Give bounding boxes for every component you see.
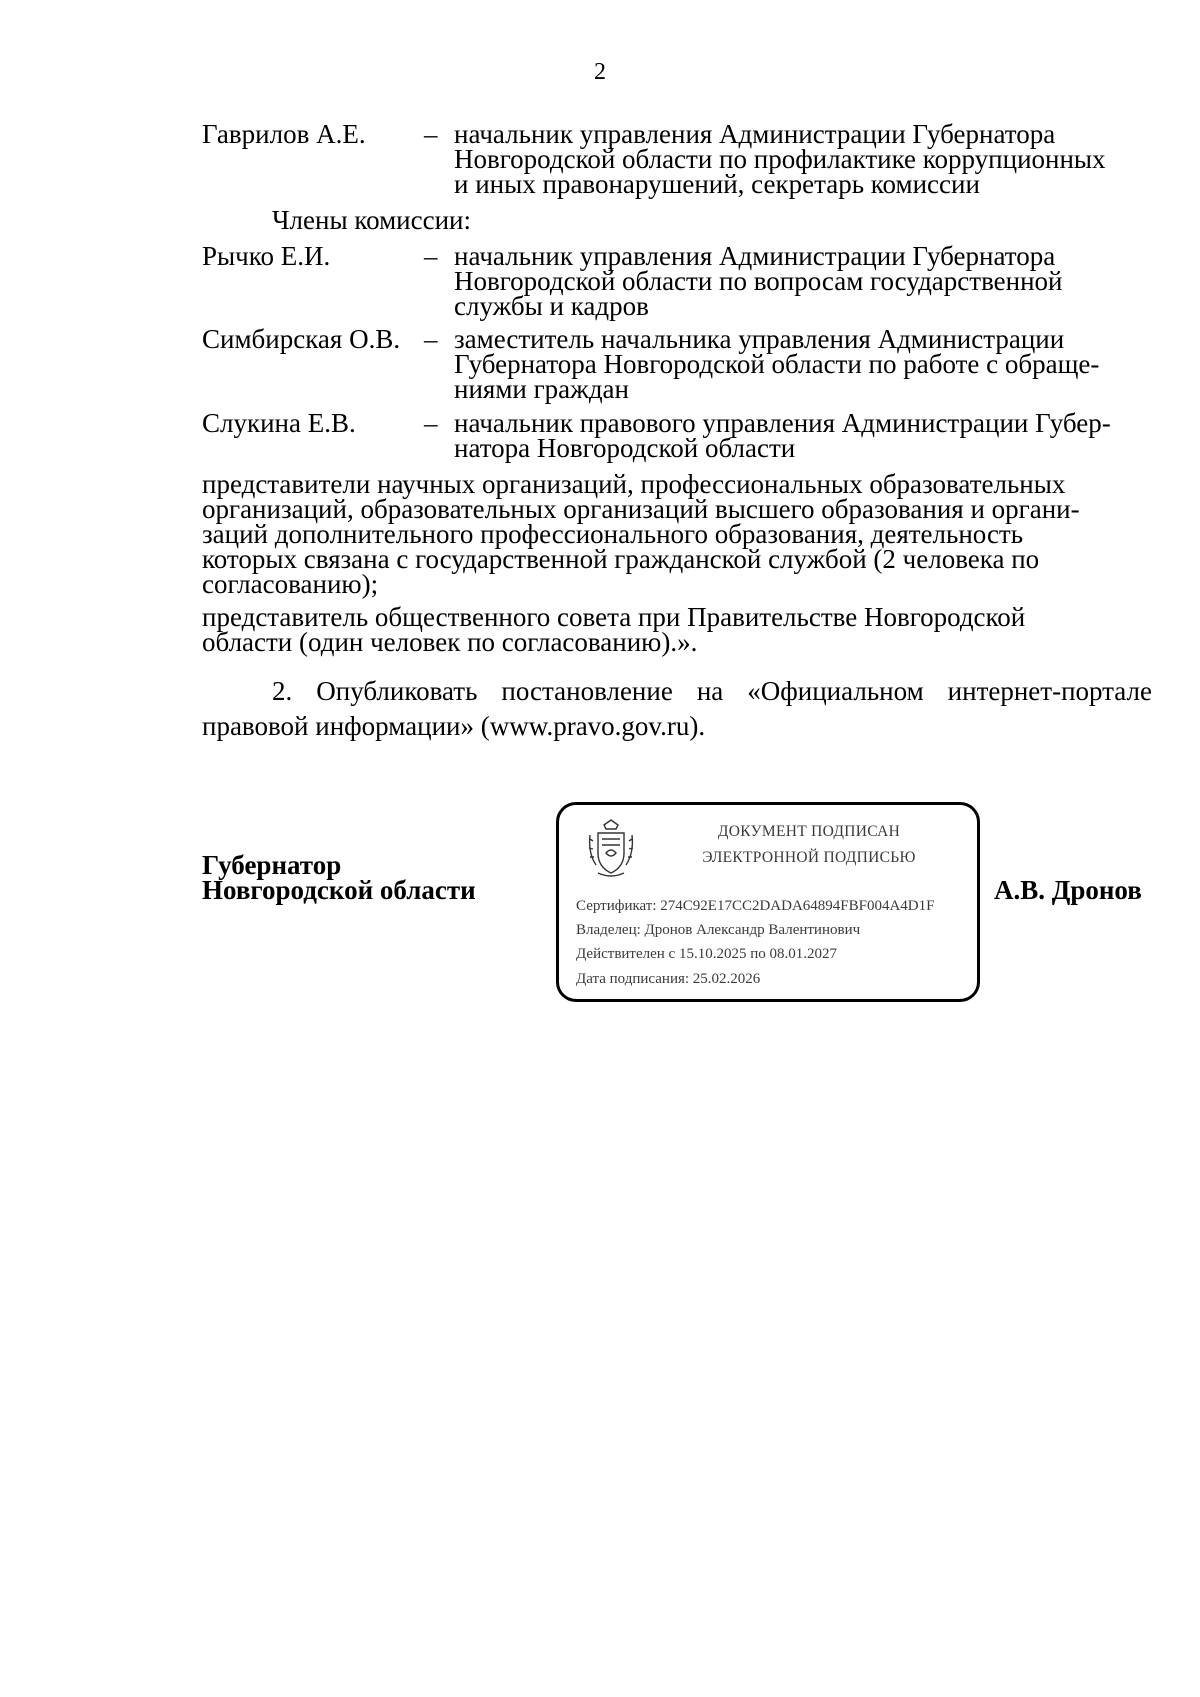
member-name: Гаврилов А.Е. <box>202 119 366 149</box>
member-dash: – <box>424 241 438 271</box>
member-name: Рычко Е.И. <box>202 241 331 271</box>
stamp-signing-date: Дата подписания: 25.02.2026 <box>576 971 761 987</box>
signer-title-line: Новгородской области <box>202 875 476 905</box>
paragraph-line: организаций, образовательных организаций высшего образования и органи- <box>202 494 1080 524</box>
description-line: Новгородской области по вопросам государственной <box>454 266 1063 296</box>
coat-of-arms-icon <box>586 819 636 879</box>
stamp-heading: ДОКУМЕНТ ПОДПИСАН <box>717 823 901 840</box>
member-name: Симбирская О.В. <box>202 324 401 354</box>
stamp-certificate: Сертификат: 274C92E17CC2DADA64894FBF004A4D1F <box>576 898 935 914</box>
member-name: Слукина Е.В. <box>202 408 356 438</box>
paragraph-line: области (один человек по согласованию).». <box>202 627 698 657</box>
description-line: начальник управления Администрации Губернатора <box>454 241 1056 271</box>
paragraph-line: согласованию); <box>202 569 379 599</box>
paragraph-line: которых связана с государственной гражданской службой (2 человека по <box>202 544 1040 574</box>
description-line: заместитель начальника управления Администрации <box>454 324 1065 354</box>
stamp-owner: Владелец: Дронов Александр Валентинович <box>576 922 861 938</box>
description-line: и иных правонарушений, секретарь комиссии <box>454 169 980 199</box>
paragraph-line: представители научных организаций, профессиональных образовательных <box>202 469 1066 499</box>
description-line: натора Новгородской области <box>454 433 796 463</box>
stamp-heading: ЭЛЕКТРОННОЙ ПОДПИСЬЮ <box>702 849 916 866</box>
description-line: Новгородской области по профилактике коррупционных <box>454 144 1106 174</box>
member-description <box>454 241 1154 321</box>
electronic-signature-stamp <box>556 802 980 1002</box>
description-line: ниями граждан <box>454 374 629 404</box>
paragraph-line: представитель общественного совета при Правительстве Новгородской <box>202 602 1026 632</box>
member-description <box>454 324 1154 404</box>
member-description <box>454 408 1154 463</box>
member-dash: – <box>424 119 438 149</box>
signer-title <box>202 850 476 905</box>
representative-public-council-paragraph <box>202 602 1152 657</box>
members-heading: Члены комиссии: <box>272 205 471 235</box>
member-description <box>454 119 1154 199</box>
signer-name: А.В. Дронов <box>994 875 1142 905</box>
signer-title-line: Губернатор <box>202 850 342 880</box>
representatives-scientific-paragraph <box>202 469 1152 599</box>
description-line: начальник правового управления Администрации Губер- <box>454 408 1111 438</box>
description-line: начальник управления Администрации Губернатора <box>454 119 1056 149</box>
description-line: Губернатора Новгородской области по работе с обраще- <box>454 349 1100 379</box>
member-dash: – <box>424 408 438 438</box>
member-dash: – <box>424 324 438 354</box>
paragraph-line: заций дополнительного профессионального образования, деятельность <box>202 519 1024 549</box>
stamp-validity: Действителен с 15.10.2025 по 08.01.2027 <box>576 946 837 962</box>
page-number: 2 <box>594 59 606 85</box>
description-line: службы и кадров <box>454 291 649 321</box>
paragraph-line: правовой информации» (www.pravo.gov.ru). <box>202 711 706 741</box>
paragraph-line: 2. Опубликовать постановление на «Официальном интернет-портале <box>272 676 1152 706</box>
item-2-publication <box>202 674 1152 744</box>
